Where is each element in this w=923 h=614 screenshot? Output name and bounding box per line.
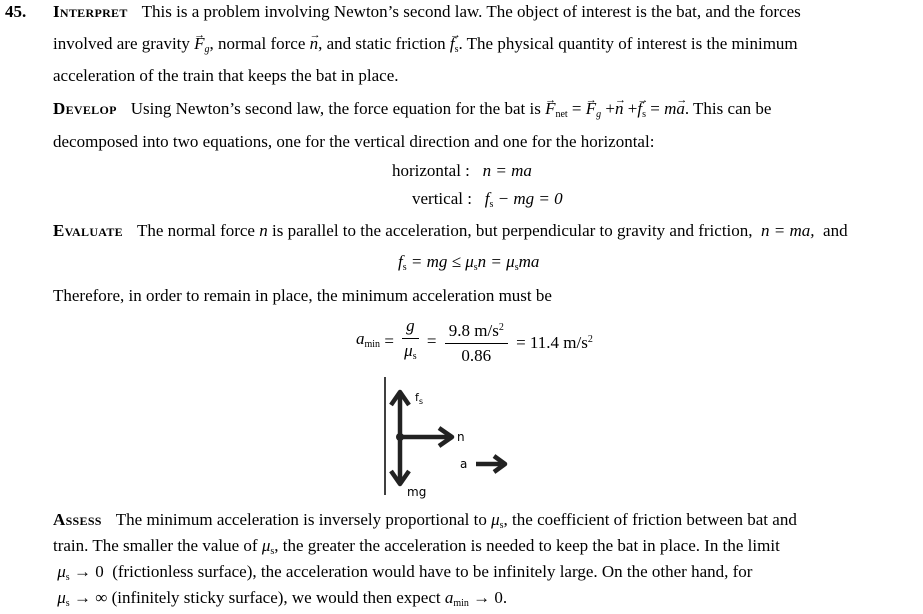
evaluate-line-1: Evaluate The normal force n is parallel to the acceleration, but perpendicular to gravity and friction, n = ma, and [53, 221, 848, 240]
assess-line-1: Assess The minimum acceleration is inversely proportional to $\mu_s$, the coefficient of friction between bat and [53, 510, 797, 531]
interpret-heading: Interpret [53, 2, 128, 21]
horizontal-equation: horizontal : n = ma [392, 161, 532, 180]
evaluate-line-2: Therefore, in order to remain in place, the minimum acceleration must be [53, 286, 552, 305]
interpret-line-2: involved are gravity → $F_g$, normal force → n, and static friction → $f_s$. The physical quantity of interest is the minimum [53, 34, 798, 60]
vertical-equation: vertical : $f_s$ − mg = 0 [412, 189, 563, 210]
develop-line-1: Develop Using Newton’s second law, the force equation for the bat is → $F_{net}$ = → $F_g +\to n +\to f_s = m\to a$. This can be [53, 99, 771, 125]
acceleration-label: a [460, 457, 468, 471]
assess-line-4: $\mu_s$ → ∞ (infinitely sticky surface), we would then expect $a_{min} \to 0$. [57, 588, 508, 609]
minimum-acceleration-equation: $a_{min}$ = $\frac{g}{\mu_s}$ = $\frac{9.8 m/s^2}{0.86}$ = 11.4 $m/s^2$ [356, 316, 593, 365]
problem-number: 45. [5, 2, 27, 21]
assess-heading: Assess [53, 510, 102, 529]
interpret-line-3: acceleration of the train that keeps the bat in place. [53, 66, 399, 85]
normal-label: n [457, 430, 465, 444]
develop-heading: Develop [53, 99, 117, 118]
normal-force-vector: → n [310, 34, 319, 54]
friction-equation: $f_s$ = mg ≤ $\mu_sn = \mu_sma$ [398, 252, 540, 273]
assess-line-3: $\mu_s \to 0$ (frictionless surface), the acceleration would have to be infinitely large. On the other hand, for [57, 562, 753, 583]
evaluate-heading: Evaluate [53, 221, 123, 240]
gravity-label: mg [407, 485, 427, 499]
friction-label: $f_s$ [415, 391, 424, 406]
develop-line-2: decomposed into two equations, one for the vertical direction and one for the horizontal: [53, 132, 655, 151]
friction-vector: → f [450, 34, 455, 54]
assess-line-2: train. The smaller the value of $\mu_s$, the greater the acceleration is needed to keep the bat in place. In the limit [53, 536, 780, 557]
interpret-line-1: Interpret This is a problem involving Newton’s second law. The object of interest is the bat, and the forces [53, 2, 801, 21]
free-body-diagram [375, 373, 535, 503]
gravity-vector: → F [194, 34, 204, 54]
